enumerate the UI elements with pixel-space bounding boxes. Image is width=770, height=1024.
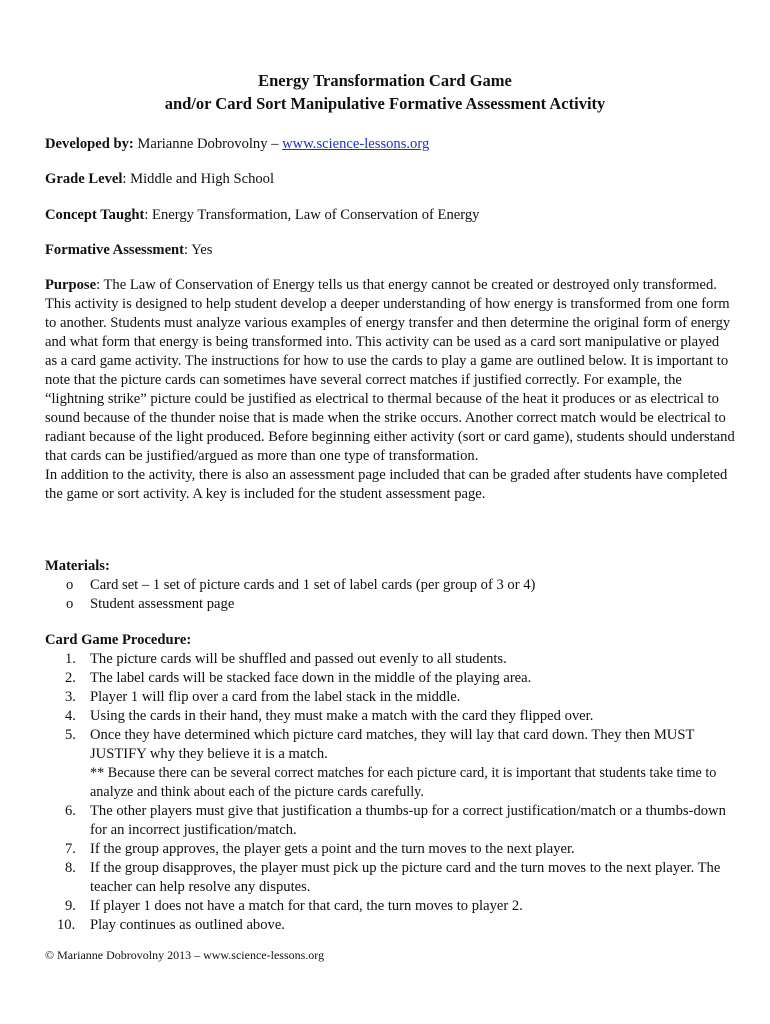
procedure-step — [45, 859, 735, 897]
step-number: 10. — [57, 917, 76, 933]
materials-item: Card set – 1 set of picture cards and 1 set of label cards (per group of 3 or 4) — [90, 577, 536, 593]
procedure-step — [45, 707, 735, 726]
purpose-addendum: In addition to the activity, there is also an assessment page included that can be graded after students have completed the game or sort activity. A key is included for the student assessment page. — [45, 467, 728, 502]
step-number: 6. — [65, 803, 76, 819]
document-subtitle: and/or Card Sort Manipulative Formative Assessment Activity — [164, 94, 606, 113]
step-number: 9. — [65, 898, 76, 914]
step-number: 3. — [65, 689, 76, 705]
step-number: 2. — [65, 670, 76, 686]
concept-taught-label: Concept Taught — [45, 207, 145, 223]
website-link[interactable]: www.science-lessons.org — [282, 136, 430, 152]
step-number: 8. — [65, 860, 76, 876]
step-text: If the group disapproves, the player must pick up the picture card and the turn moves to the next player. The teacher can help resolve any disputes. — [90, 860, 721, 895]
document-title: Energy Transformation Card Game — [258, 71, 512, 90]
step-text: Play continues as outlined above. — [90, 917, 285, 933]
procedure-step — [45, 688, 735, 707]
procedure-heading: Card Game Procedure: — [45, 632, 192, 648]
bullet-marker: o — [66, 596, 74, 612]
step-text: The picture cards will be shuffled and passed out evenly to all students. — [90, 651, 507, 667]
purpose-label: Purpose — [45, 277, 97, 293]
step-text: If the group approves, the player gets a point and the turn moves to the next player. — [90, 841, 575, 857]
procedure-step — [45, 669, 735, 688]
step-text: The other players must give that justification a thumbs-up for a correct justification/match or a thumbs-down for an incorrect justification/match. — [90, 803, 726, 838]
procedure-list — [45, 650, 735, 935]
step-number: 7. — [65, 841, 76, 857]
materials-list — [66, 576, 535, 614]
procedure-step — [45, 897, 735, 916]
grade-level-label: Grade Level — [45, 171, 123, 187]
concept-taught-line — [45, 206, 735, 225]
step-number: 1. — [65, 651, 76, 667]
procedure-step — [45, 802, 735, 840]
purpose-text: : The Law of Conservation of Energy tells us that energy cannot be created or destroyed only transformed. This activity is designed to help student develop a deeper understanding of how energy is transformed from one form to another. Students must analyze various examples of energy transfer and then determine the original form of energy and what form that energy is being transformed into. This activity can be used as a card sort manipulative or played as a card game activity. The instructions for how to use the cards to play a game are outlined below. It is important to note that the picture cards can sometimes have several correct matches if justified correctly. For example, the “lightning strike” picture could be justified as electrical to thermal because of the heat it produces or as electrical to sound because of the thunder noise that is made when the strike occurs. Another correct match would be electrical to radiant because of the light produced. Before beginning either activity (sort or card game), students should understand that cards can be justified/argued as more than one type of transformation. — [45, 277, 735, 464]
step-number: 4. — [65, 708, 76, 724]
developed-by-line — [45, 135, 735, 154]
formative-assessment-label: Formative Assessment — [45, 242, 185, 258]
formative-assessment-line — [45, 241, 735, 260]
step-text: Using the cards in their hand, they must make a match with the card they flipped over. — [90, 708, 594, 724]
procedure-step — [45, 916, 735, 935]
procedure-step — [45, 840, 735, 859]
step-text: The label cards will be stacked face down in the middle of the playing area. — [90, 670, 532, 686]
formative-assessment-value: : Yes — [184, 242, 213, 258]
purpose-paragraph — [45, 276, 735, 466]
step-text: Player 1 will flip over a card from the label stack in the middle. — [90, 689, 461, 705]
step-note: ** Because there can be several correct matches for each picture card, it is important that students take time to analyze and think about each of the picture cards carefully. — [90, 765, 717, 800]
author-name: Marianne Dobrovolny – — [133, 136, 283, 152]
procedure-step — [45, 650, 735, 669]
procedure-step — [45, 726, 735, 802]
step-number: 5. — [65, 727, 76, 743]
list-item — [66, 595, 535, 614]
developed-by-label: Developed by: — [45, 136, 134, 152]
grade-level-value: : Middle and High School — [122, 171, 275, 187]
materials-heading: Materials: — [45, 558, 110, 574]
step-text: Once they have determined which picture card matches, they will lay that card down. They then MUST JUSTIFY why they believe it is a match. — [90, 727, 695, 762]
list-item — [66, 576, 535, 595]
copyright-footer: © Marianne Dobrovolny 2013 – www.science-lessons.org — [45, 948, 325, 962]
purpose-section — [45, 276, 735, 504]
grade-level-line — [45, 170, 735, 189]
concept-taught-value: : Energy Transformation, Law of Conservation of Energy — [144, 207, 480, 223]
bullet-marker: o — [66, 577, 74, 593]
materials-item: Student assessment page — [90, 596, 235, 612]
step-text: If player 1 does not have a match for that card, the turn moves to player 2. — [90, 898, 523, 914]
